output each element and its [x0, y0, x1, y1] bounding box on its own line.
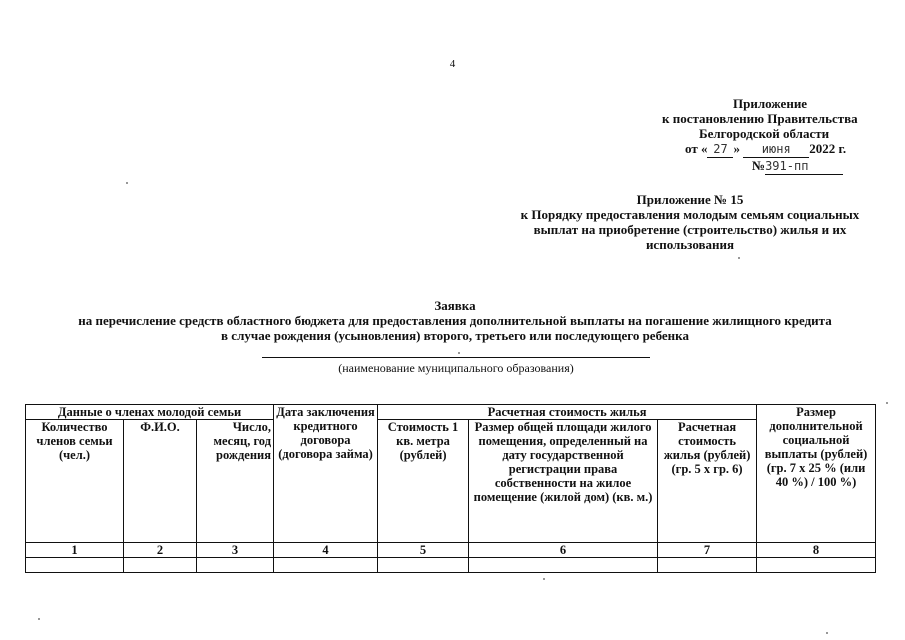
header-extra-payment: Размер дополнительной социальной выплаты (рублей) (гр. 7 х 25 % (или 40 %) / 100 %) — [757, 405, 876, 543]
header-fio: Ф.И.О. — [124, 420, 197, 543]
column-number: 1 — [26, 543, 124, 558]
column-number: 2 — [124, 543, 197, 558]
resolution-date — [640, 141, 905, 158]
empty-cell[interactable] — [378, 558, 469, 573]
appendix-government-block — [640, 96, 905, 175]
page-number: 4 — [449, 58, 456, 70]
number-prefix: № — [752, 158, 766, 173]
date-month: июня — [743, 142, 809, 158]
application-title: Заявка — [434, 298, 476, 313]
empty-cell[interactable] — [469, 558, 658, 573]
scan-speck — [543, 578, 545, 580]
empty-cell[interactable] — [274, 558, 378, 573]
header-living-area: Размер общей площади жилого помещения, определенный на дату государственной регистрации права собственности на жилое помещение (жилой дом) (кв. м.) — [469, 420, 658, 543]
header-housing-cost: Расчетная стоимость жилья — [378, 405, 757, 420]
empty-cell[interactable] — [757, 558, 876, 573]
column-number: 4 — [274, 543, 378, 558]
order-reference-line2: выплат на приобретение (строительство) жилья и их — [533, 222, 847, 237]
date-year: 2022 г. — [809, 141, 847, 156]
empty-cell[interactable] — [658, 558, 757, 573]
number-value: 391-пп — [765, 159, 843, 175]
application-subtitle-line1: на перечисление средств областного бюджета для предоставления дополнительной выплаты на погашение жилищного кредита — [78, 313, 832, 328]
appendix-order-block — [490, 192, 890, 252]
scan-speck — [126, 182, 128, 184]
resolution-number — [640, 158, 905, 175]
column-number: 7 — [658, 543, 757, 558]
resolution-reference: к постановлению Правительства — [662, 111, 858, 126]
municipality-fill-line[interactable] — [262, 357, 650, 358]
scan-speck — [38, 618, 40, 620]
column-number: 3 — [197, 543, 274, 558]
header-birth-date: Число, месяц, год рождения — [197, 420, 274, 543]
region-name: Белгородской области — [699, 126, 830, 141]
header-family-count: Количество членов семьи (чел.) — [26, 420, 124, 543]
column-number: 8 — [757, 543, 876, 558]
date-prefix: от « — [685, 141, 708, 156]
application-title-block — [20, 298, 890, 343]
application-subtitle-line2: в случае рождения (усыновления) второго, третьего или последующего ребенка — [221, 328, 689, 343]
scan-speck — [738, 257, 740, 259]
header-calculated-cost: Расчетная стоимость жилья (рублей) (гр. 5 х гр. 6) — [658, 420, 757, 543]
column-number: 5 — [378, 543, 469, 558]
application-table — [25, 404, 876, 573]
empty-cell[interactable] — [124, 558, 197, 573]
municipality-caption: (наименование муниципального образования) — [338, 361, 574, 375]
scan-speck — [886, 402, 888, 404]
table-row — [26, 558, 876, 573]
header-cost-per-sqm: Стоимость 1 кв. метра (рублей) — [378, 420, 469, 543]
empty-cell[interactable] — [26, 558, 124, 573]
appendix-label: Приложение — [733, 96, 808, 111]
header-contract-date: Дата заключения кредитного договора (договора займа) — [274, 405, 378, 543]
empty-cell[interactable] — [197, 558, 274, 573]
order-reference-line3: использования — [645, 237, 735, 252]
header-family-data: Данные о членах молодой семьи — [26, 405, 274, 420]
date-day: 27 — [707, 142, 733, 158]
order-reference-line1: к Порядку предоставления молодым семьям социальных — [520, 207, 860, 222]
scan-speck — [458, 352, 460, 354]
date-mid: » — [733, 141, 740, 156]
appendix-number: Приложение № 15 — [636, 192, 744, 207]
column-number: 6 — [469, 543, 658, 558]
scan-speck — [826, 632, 828, 634]
